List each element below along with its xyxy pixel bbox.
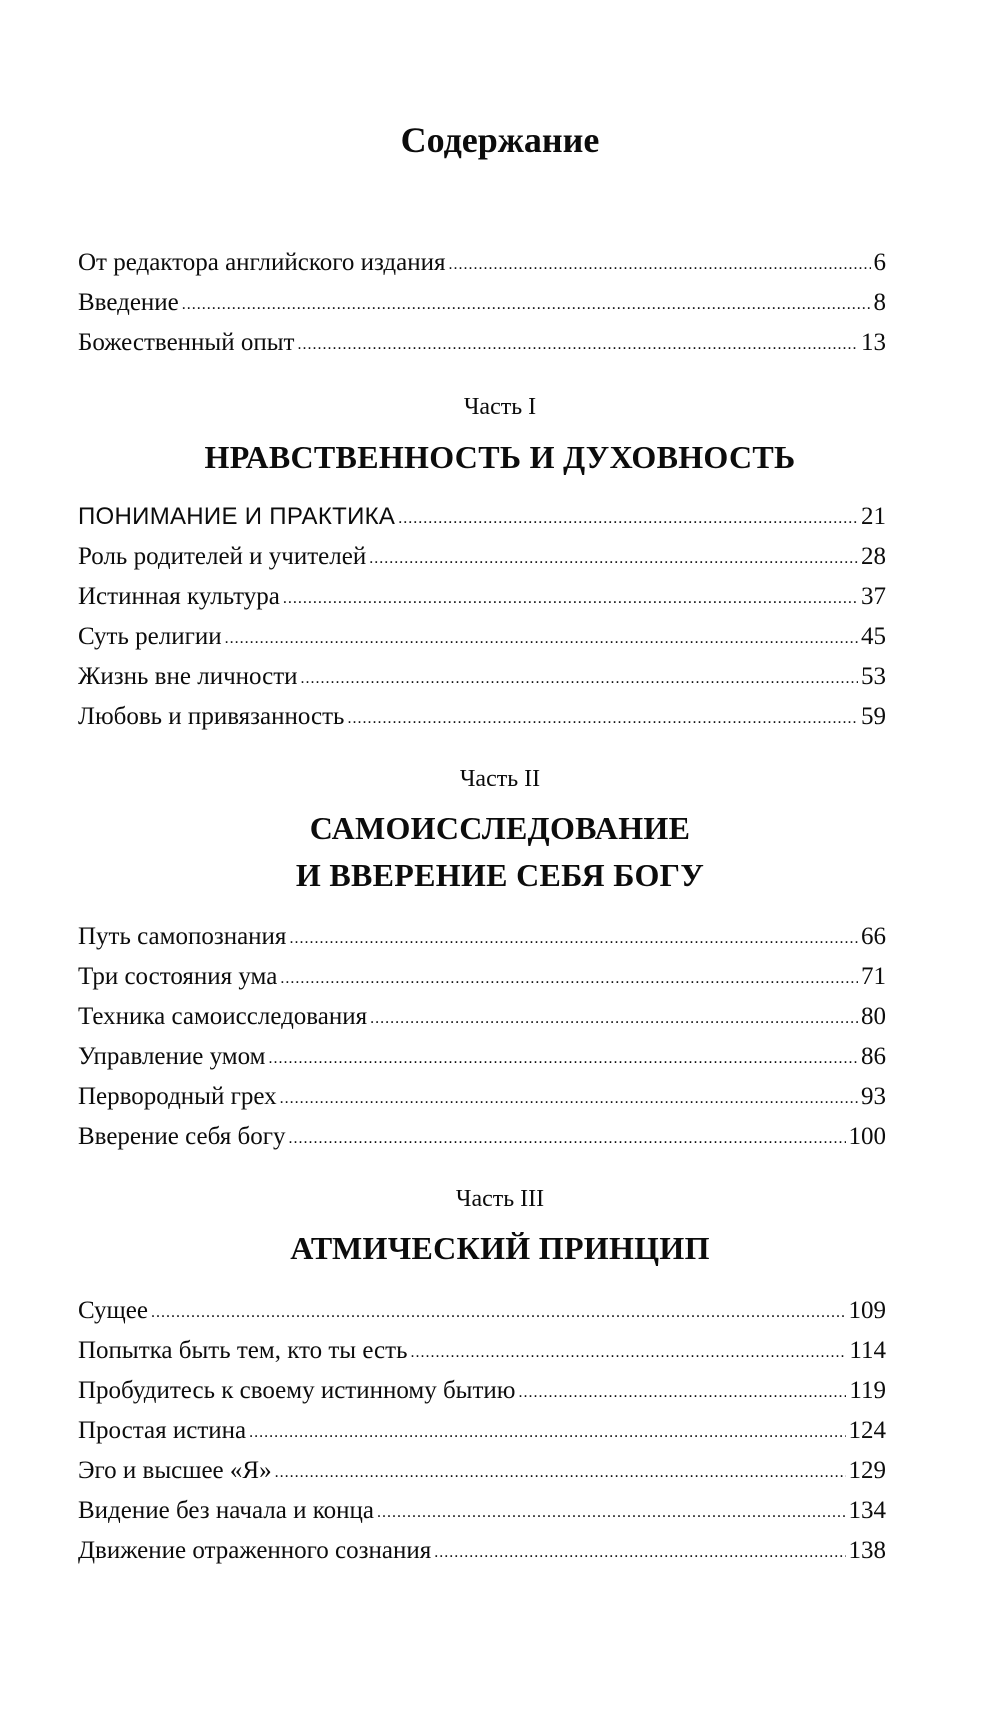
toc-entry-page: 129 (848, 1457, 886, 1484)
dot-leader (289, 922, 858, 956)
dot-leader (283, 582, 858, 616)
dot-leader (297, 328, 858, 362)
dot-leader (347, 702, 858, 736)
toc-entry-title: Путь самопознания (78, 923, 287, 950)
dot-leader (151, 1296, 846, 1330)
part-title: НРАВСТВЕННОСТЬ И ДУХОВНОСТЬ (204, 439, 796, 475)
dot-leader (288, 1122, 845, 1156)
toc-entry-page: 13 (861, 329, 886, 356)
toc-entry[interactable] (78, 1534, 886, 1568)
dot-leader (182, 288, 871, 322)
toc-entry-title: Видение без начала и конца (78, 1497, 374, 1524)
toc-entry-title: Жизнь вне личности (78, 663, 298, 690)
toc-entry[interactable] (78, 1374, 886, 1408)
toc-entry-page: 37 (861, 583, 886, 610)
toc-entry-page: 45 (861, 623, 886, 650)
toc-entry[interactable] (78, 1080, 886, 1114)
toc-entry[interactable] (78, 1334, 886, 1368)
toc-entry-page: 80 (861, 1003, 886, 1030)
page-title: Содержание (400, 120, 600, 160)
toc-entry[interactable] (78, 1040, 886, 1074)
toc-entry[interactable] (78, 1494, 886, 1528)
toc-entry[interactable] (78, 580, 886, 614)
toc-entry[interactable] (78, 500, 886, 534)
part-label: Часть III (455, 1186, 545, 1212)
toc-entry-title: Простая истина (78, 1417, 247, 1444)
part-label: Часть I (463, 394, 537, 420)
toc-entry-page: 59 (861, 703, 886, 730)
toc-entry[interactable] (78, 286, 886, 320)
toc-entry-page: 53 (861, 663, 886, 690)
toc-entry-page: 114 (849, 1337, 886, 1364)
part-title: САМОИССЛЕДОВАНИЕ (309, 810, 691, 846)
toc-entry[interactable] (78, 660, 886, 694)
toc-entry-title: Сущее (78, 1297, 148, 1324)
dot-leader (268, 1042, 858, 1076)
toc-entry-title: От редактора английского издания (78, 249, 446, 276)
dot-leader (449, 248, 871, 282)
toc-entry-page: 28 (861, 543, 886, 570)
toc-entry-title: Три состояния ума (78, 963, 278, 990)
toc-entry-title: Введение (78, 289, 179, 316)
toc-entry[interactable] (78, 620, 886, 654)
dot-leader (280, 1082, 858, 1116)
toc-entry-title: Первородный грех (78, 1083, 277, 1110)
dot-leader (301, 662, 858, 696)
toc-entry-page: 71 (861, 963, 886, 990)
toc-entry-title: Вверение себя богу (78, 1123, 286, 1150)
toc-entry[interactable] (78, 960, 886, 994)
toc-entry[interactable] (78, 1000, 886, 1034)
toc-entry-title: Движение отраженного сознания (78, 1537, 432, 1564)
toc-entry-title: Божественный опыт (78, 329, 295, 356)
toc-entry-page: 138 (848, 1537, 886, 1564)
toc-entry-page: 100 (848, 1123, 886, 1150)
dot-leader (225, 622, 858, 656)
dot-leader (370, 1002, 858, 1036)
toc-entry[interactable] (78, 1120, 886, 1154)
toc-entry-title: Эго и высшее «Я» (78, 1457, 272, 1484)
toc-entry[interactable] (78, 1454, 886, 1488)
toc-entry-title: Роль родителей и учителей (78, 543, 367, 570)
toc-entry-title: Пробудитесь к своему истинному бытию (78, 1377, 516, 1404)
toc-entry-page: 6 (873, 249, 886, 276)
part-label: Часть II (459, 766, 541, 792)
dot-leader (410, 1336, 846, 1370)
dot-leader (249, 1416, 845, 1450)
toc-entry[interactable] (78, 1294, 886, 1328)
dot-leader (434, 1536, 845, 1570)
toc-entry-page: 124 (848, 1417, 886, 1444)
dot-leader (398, 502, 858, 536)
part-title: АТМИЧЕСКИЙ ПРИНЦИП (290, 1230, 710, 1266)
toc-entry-page: 21 (861, 503, 886, 530)
toc-entry[interactable] (78, 1414, 886, 1448)
toc-entry-title: Любовь и привязанность (78, 703, 345, 730)
toc-entry[interactable] (78, 700, 886, 734)
toc-entry-page: 134 (848, 1497, 886, 1524)
toc-entry[interactable] (78, 540, 886, 574)
toc-entry-page: 93 (861, 1083, 886, 1110)
toc-entry-page: 109 (848, 1297, 886, 1324)
toc-entry-page: 66 (861, 923, 886, 950)
toc-entry-title: Суть религии (78, 623, 222, 650)
part-title-line-2: И ВВЕРЕНИЕ СЕБЯ БОГУ (295, 857, 705, 893)
toc-entry-title: Попытка быть тем, кто ты есть (78, 1337, 408, 1364)
toc-entry-title: Истинная культура (78, 583, 280, 610)
toc-entry-title: ПОНИМАНИЕ И ПРАКТИКА (78, 503, 396, 530)
dot-leader (275, 1456, 846, 1490)
toc-entry-page: 86 (861, 1043, 886, 1070)
toc-entry-page: 8 (873, 289, 886, 316)
toc-entry[interactable] (78, 246, 886, 280)
toc-entry[interactable] (78, 326, 886, 360)
dot-leader (280, 962, 858, 996)
dot-leader (369, 542, 858, 576)
dot-leader (518, 1376, 846, 1410)
toc-entry[interactable] (78, 920, 886, 954)
toc-entry-page: 119 (849, 1377, 886, 1404)
toc-entry-title: Управление умом (78, 1043, 266, 1070)
toc-entry-title: Техника самоисследования (78, 1003, 368, 1030)
dot-leader (377, 1496, 846, 1530)
